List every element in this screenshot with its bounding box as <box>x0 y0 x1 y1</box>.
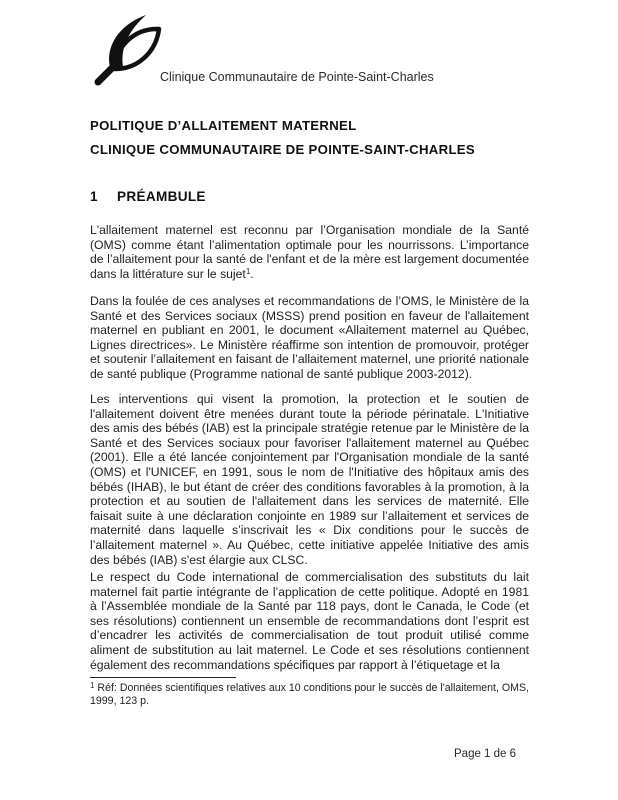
paragraph-1-suffix: . <box>250 266 254 281</box>
paragraph-3: Les interventions qui visent la promotion, la protection et le soutien de l'allaitement doivent être menées durant toute la période périnatale. L'Initiative des amis des bébés (IAB) est la principale stratégie retenue par le Ministère de la Santé et des Services sociaux pour favoriser l'allaitement maternel au Québec (2001). Elle a été lancée conjointement par l'Organisation mondiale de la santé (OMS) et l'UNICEF, en 1991, sous le nom de l'Initiative des hôpitaux amis des bébés (IHAB), le but étant de créer des conditions favorables à la promotion, à la protection et au soutien de l'allaitement dans les services de maternité. Elle faisait suite à une déclaration conjointe en 1989 sur l’allaitement et services de maternité dans laquelle s’inscrivait les « Dix conditions pour le succès de l’allaitement maternel ». Au Québec, cette initiative appelée Initiative des amis des bébés (IAB) s'est élargie aux CLSC. <box>90 392 529 567</box>
section-heading <box>90 189 206 204</box>
section-number: 1 <box>90 189 98 204</box>
document-title-line2: CLINIQUE COMMUNAUTAIRE DE POINTE-SAINT-CHARLES <box>90 141 475 157</box>
paragraph-1-text: L'allaitement maternel est reconnu par l’Organisation mondiale de la Santé (OMS) comme étant l’alimentation optimale pour les nourrissons. L’importance de l’allaitement pour la santé de l'enfant et de la mère est largement documentée dans la littérature sur le sujet <box>90 223 529 281</box>
footnote <box>90 682 529 709</box>
paragraph-4: Le respect du Code international de commercialisation des substituts du lait maternel fait partie intégrante de l’application de cette politique. Adopté en 1981 à l’Assemblée mondiale de la Santé par 118 pays, dont le Canada, le Code (et ses résolutions) contiennent un ensemble de recommandations dont l’esprit est d’encadrer les activités de commercialisation de tout produit utilisé comme aliment de substitution au lait maternel. Le Code et ses résolutions contiennent également des recommandations spécifiques par rapport à l’étiquetage et la <box>90 570 529 672</box>
document-title-line1: POLITIQUE D’ALLAITEMENT MATERNEL <box>90 118 357 133</box>
footnote-separator <box>90 677 236 678</box>
section-heading-label: PRÉAMBULE <box>117 189 206 204</box>
paragraph-1 <box>90 223 529 281</box>
paragraph-2: Dans la foulée de ces analyses et recommandations de l’OMS, le Ministère de la Santé et des Services sociaux (MSSS) prend position en faveur de l'allaitement maternel en publiant en 2001, le document «Allaitement maternel au Québec, Lignes directrices». Le Ministère réaffirme son intention de promouvoir, protéger et soutenir l’allaitement en faisant de l’allaitement maternel, une priorité nationale de santé publique (Programme national de santé publique 2003-2012). <box>90 294 529 381</box>
document-title <box>90 114 530 161</box>
footnote-ref-marker: 1 <box>245 266 251 276</box>
organization-name: Clinique Communautaire de Pointe-Saint-Charles <box>160 70 434 84</box>
footnote-text: Réf: Données scientifiques relatives aux 10 conditions pour le succès de l'allaitement, OMS, 1999, 123 p. <box>90 682 529 708</box>
footnote-number: 1 <box>90 681 95 690</box>
page-number: Page 1 de 6 <box>454 748 517 760</box>
